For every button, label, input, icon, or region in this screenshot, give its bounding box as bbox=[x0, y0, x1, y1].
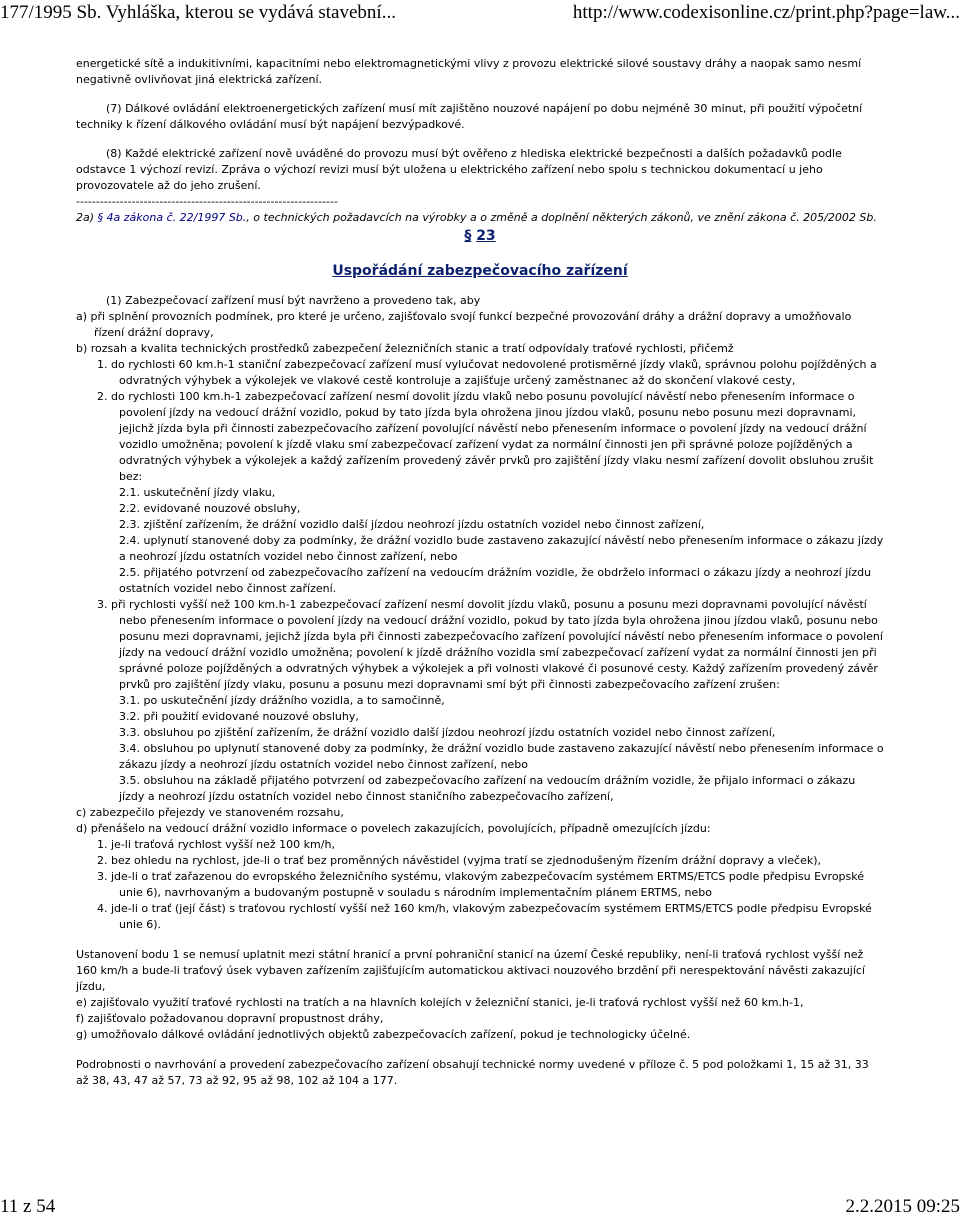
item-b-2-2: 2.2. evidované nouzové obsluhy, bbox=[119, 502, 301, 515]
item-b-2-4: 2.4. uplynutí stanovené doby za podmínky, že drážní vozidlo bude zastaveno zakazující návěstí nebo přenesením informace o zákazu jízdy a neohrozí jízdu ostatních vozidel nebo činnost zařízení, nebo bbox=[119, 534, 884, 563]
section-number bbox=[76, 226, 884, 246]
print-footer bbox=[0, 1194, 960, 1220]
closing-paragraph: Podrobnosti o navrhování a provedení zabezpečovacího zařízení obsahují technické normy uvedené v příloze č. 5 pod položkami 1, 15 až 31, 33 až 38, 43, 47 až 57, 73 až 92, 95 až 98, 102 až 104 a 177. bbox=[76, 1058, 869, 1087]
paragraph-1: (1) Zabezpečovací zařízení musí být navrženo a provedeno tak, aby bbox=[106, 294, 481, 307]
item-b-1: 1. do rychlosti 60 km.h-1 staniční zabezpečovací zařízení musí vylučovat nedovolené protisměrné jízdy vlaků, správnou polohu pojížděných a odvratných výhybek a výkolejek ve vlakové cestě kontroluje a zajišťuje určený zaměstnanec až do skončení vlakové cesty, bbox=[97, 358, 877, 387]
section-title bbox=[76, 261, 884, 281]
item-b-2: 2. do rychlosti 100 km.h-1 zabezpečovací zařízení nesmí dovolit jízdu vlaků nebo posunu povolující návěstí nebo přenesením informace o povolení jízdy na vedoucí drážní vozidlo, pokud by tato jízda byla ohrožena jinou jízdou vlaků, posunu nebo posunu mezi dopravnami, jejichž jízda byla při činnosti zabezpečovacího zařízení povolující návěstí nebo přenesením informace o povolení jízdy na vedoucí drážní vozidlo umožněna; povolení k jízdě vlaku smí zabezpečovací zařízení vydat za normální činnosti jen při správné poloze pojížděných a odvratných výhybek a výkolejek a každý zařízením provedený závěr prvků pro zajištění jízdy vlaku nesmí zařízení dovolit obsluhou zrušit bez: bbox=[97, 390, 874, 483]
paragraph-7: (7) Dálkové ovládání elektroenergetických zařízení musí mít zajištěno nouzové napájení po dobu nejméně 30 minut, při použití výpočetní techniky k řízení dálkového ovládání musí být napájení bezvýpadkové. bbox=[76, 102, 863, 131]
item-d-2: 2. bez ohledu na rychlost, jde-li o trať bez proměnných návěstidel (vyjma tratí se zjednodušeným řízením drážní dopravy a vleček), bbox=[97, 854, 822, 867]
section-symbol: § bbox=[464, 228, 472, 244]
item-d: d) přenášelo na vedoucí drážní vozidlo informace o povelech zakazujících, povolujících, případně omezujících jízdu: bbox=[76, 822, 711, 835]
document-url: http://www.codexisonline.cz/print.php?page=law... bbox=[572, 2, 960, 23]
footnote bbox=[76, 210, 884, 226]
item-b-2-1: 2.1. uskutečnění jízdy vlaku, bbox=[119, 486, 276, 499]
paragraph-8: (8) Každé elektrické zařízení nově uváděné do provozu musí být ověřeno z hlediska elektrické bezpečnosti a dalších požadavků podle odstavce 1 výchozí revizí. Zpráva o výchozí revizi musí být uložena u elektrického zařízení nebo spolu s technickou dokumentací u jeho provozovatele až do jeho zrušení. bbox=[76, 147, 842, 192]
item-d-3: 3. jde-li o trať zařazenou do evropského železničního systému, vlakovým zabezpečovacím systémem ERTMS/ETCS podle předpisu Evropské unie 6), navrhovaným a budovaným postupně v souladu s národním implementačním plánem ERTMS, nebo bbox=[97, 870, 865, 899]
item-a: a) při splnění provozních podmínek, pro které je určeno, zajišťovalo svojí funkcí bezpečné provozování dráhy a drážní dopravy a umožňovalo řízení drážní dopravy, bbox=[76, 310, 852, 339]
item-b-2-3: 2.3. zjištění zařízením, že drážní vozidlo další jízdou neohrozí jízdu ostatních vozidel nebo činnost zařízení, bbox=[119, 518, 705, 531]
item-e: e) zajišťovalo využití traťové rychlosti na tratích a na hlavních kolejích v železniční stanici, je-li traťová rychlost vyšší než 60 km.h-1, bbox=[76, 996, 804, 1009]
footnote-law-link[interactable]: § 4a zákona č. 22/1997 Sb. bbox=[97, 211, 247, 224]
section-body bbox=[76, 293, 884, 1089]
footnote-separator: ------------------------------------------------------------------ bbox=[76, 195, 338, 208]
item-b-2-5: 2.5. přijatého potvrzení od zabezpečovacího zařízení na vedoucím drážním vozidle, že obdrželo informaci o zákazu jízdy a neohrozí jízdu ostatních vozidel nebo činnost zařízení. bbox=[119, 566, 872, 595]
item-b-3-4: 3.4. obsluhou po uplynutí stanovené doby za podmínky, že drážní vozidlo bude zastaveno zakazující návěstí nebo přenesením informace o zákazu jízdy a neohrozí jízdu ostatních vozidel nebo činnost zařízení, nebo bbox=[119, 742, 884, 771]
item-b-3-3: 3.3. obsluhou po zjištění zařízením, že drážní vozidlo další jízdou neohrozí jízdu ostatních vozidel nebo činnost zařízení, bbox=[119, 726, 776, 739]
print-header bbox=[0, 0, 960, 26]
document-content bbox=[76, 56, 884, 1089]
footnote-text: , o technických požadavcích na výrobky a o změně a doplnění některých zákonů, ve znění zákona č. 205/2002 Sb. bbox=[246, 211, 877, 224]
item-d-4: 4. jde-li o trať (její část) s traťovou rychlostí vyšší než 160 km/h, vlakovým zabezpečovacím systémem ERTMS/ETCS podle předpisu Evropské unie 6). bbox=[97, 902, 872, 931]
section-title-text: Uspořádání zabezpečovacího zařízení bbox=[332, 263, 628, 279]
item-b-3: 3. při rychlosti vyšší než 100 km.h-1 zabezpečovací zařízení nesmí dovolit jízdu vlaků, posunu a posunu mezi dopravnami povolující návěstí nebo přenesením informace o povolení jízdy na vedoucí drážní vozidlo, pokud by tato jízda byla ohrožena jinou jízdou vlaků, posunu nebo posunu mezi dopravnami, jejichž jízda byla při činnosti zabezpečovacího zařízení povolující návěstí nebo přenesením informace o povolení jízdy na vedoucí drážní vozidlo umožněna; povolení k jízdě drážního vozidla smí zabezpečovací zařízení vydat za normální činnosti jen při správné poloze pojížděných a odvratných výhybek a výkolejek a při volnosti vlakové či posunové cesty. Každý zařízením provedený závěr prvků pro zajištění jízdy vlaku, posunu a posunu mezi dopravnami smí být při činnosti zabezpečovacího zařízení zrušen: bbox=[97, 598, 883, 691]
exception-paragraph: Ustanovení bodu 1 se nemusí uplatnit mezi státní hranicí a první pohraniční stanicí na území České republiky, není-li traťová rychlost vyšší než 160 km/h a bude-li traťový úsek vybaven zařízením zajišťujícím automatickou aktivaci nouzového brzdění při nerespektování návěsti zakazující jízdu, bbox=[76, 948, 866, 993]
footnote-marker: 2a) bbox=[76, 211, 98, 224]
item-b: b) rozsah a kvalita technických prostředků zabezpečení železničních stanic a tratí odpovídaly traťové rychlosti, přičemž bbox=[76, 342, 734, 355]
item-b-3-5: 3.5. obsluhou na základě přijatého potvrzení od zabezpečovacího zařízení na vedoucím drážním vozidle, že přijalo informaci o zákazu jízdy a neohrozí jízdu ostatních vozidel nebo činnost staničního zabezpečovacího zařízení, bbox=[119, 774, 856, 803]
item-b-3-1: 3.1. po uskutečnění jízdy drážního vozidla, a to samočinně, bbox=[119, 694, 445, 707]
document-title: 177/1995 Sb. Vyhláška, kterou se vydává stavební... bbox=[0, 2, 396, 23]
item-c: c) zabezpečilo přejezdy ve stanoveném rozsahu, bbox=[76, 806, 344, 819]
paragraph-continuation: energetické sítě a indukitivními, kapacitními nebo elektromagnetickými vlivy z provozu elektrické silové soustavy dráhy a naopak samo nesmí negativně ovlivňovat jiná elektrická zařízení. bbox=[76, 57, 862, 86]
item-d-1: 1. je-li traťová rychlost vyšší než 100 km/h, bbox=[97, 838, 335, 851]
page-counter: 11 z 54 bbox=[0, 1196, 56, 1217]
print-timestamp: 2.2.2015 09:25 bbox=[845, 1196, 960, 1217]
section-number-value: 23 bbox=[476, 228, 496, 244]
item-f: f) zajišťovalo požadovanou dopravní propustnost dráhy, bbox=[76, 1012, 384, 1025]
item-g: g) umožňovalo dálkové ovládání jednotlivých objektů zabezpečovacích zařízení, pokud je technologicky účelné. bbox=[76, 1028, 691, 1041]
item-b-3-2: 3.2. při použití evidované nouzové obsluhy, bbox=[119, 710, 359, 723]
